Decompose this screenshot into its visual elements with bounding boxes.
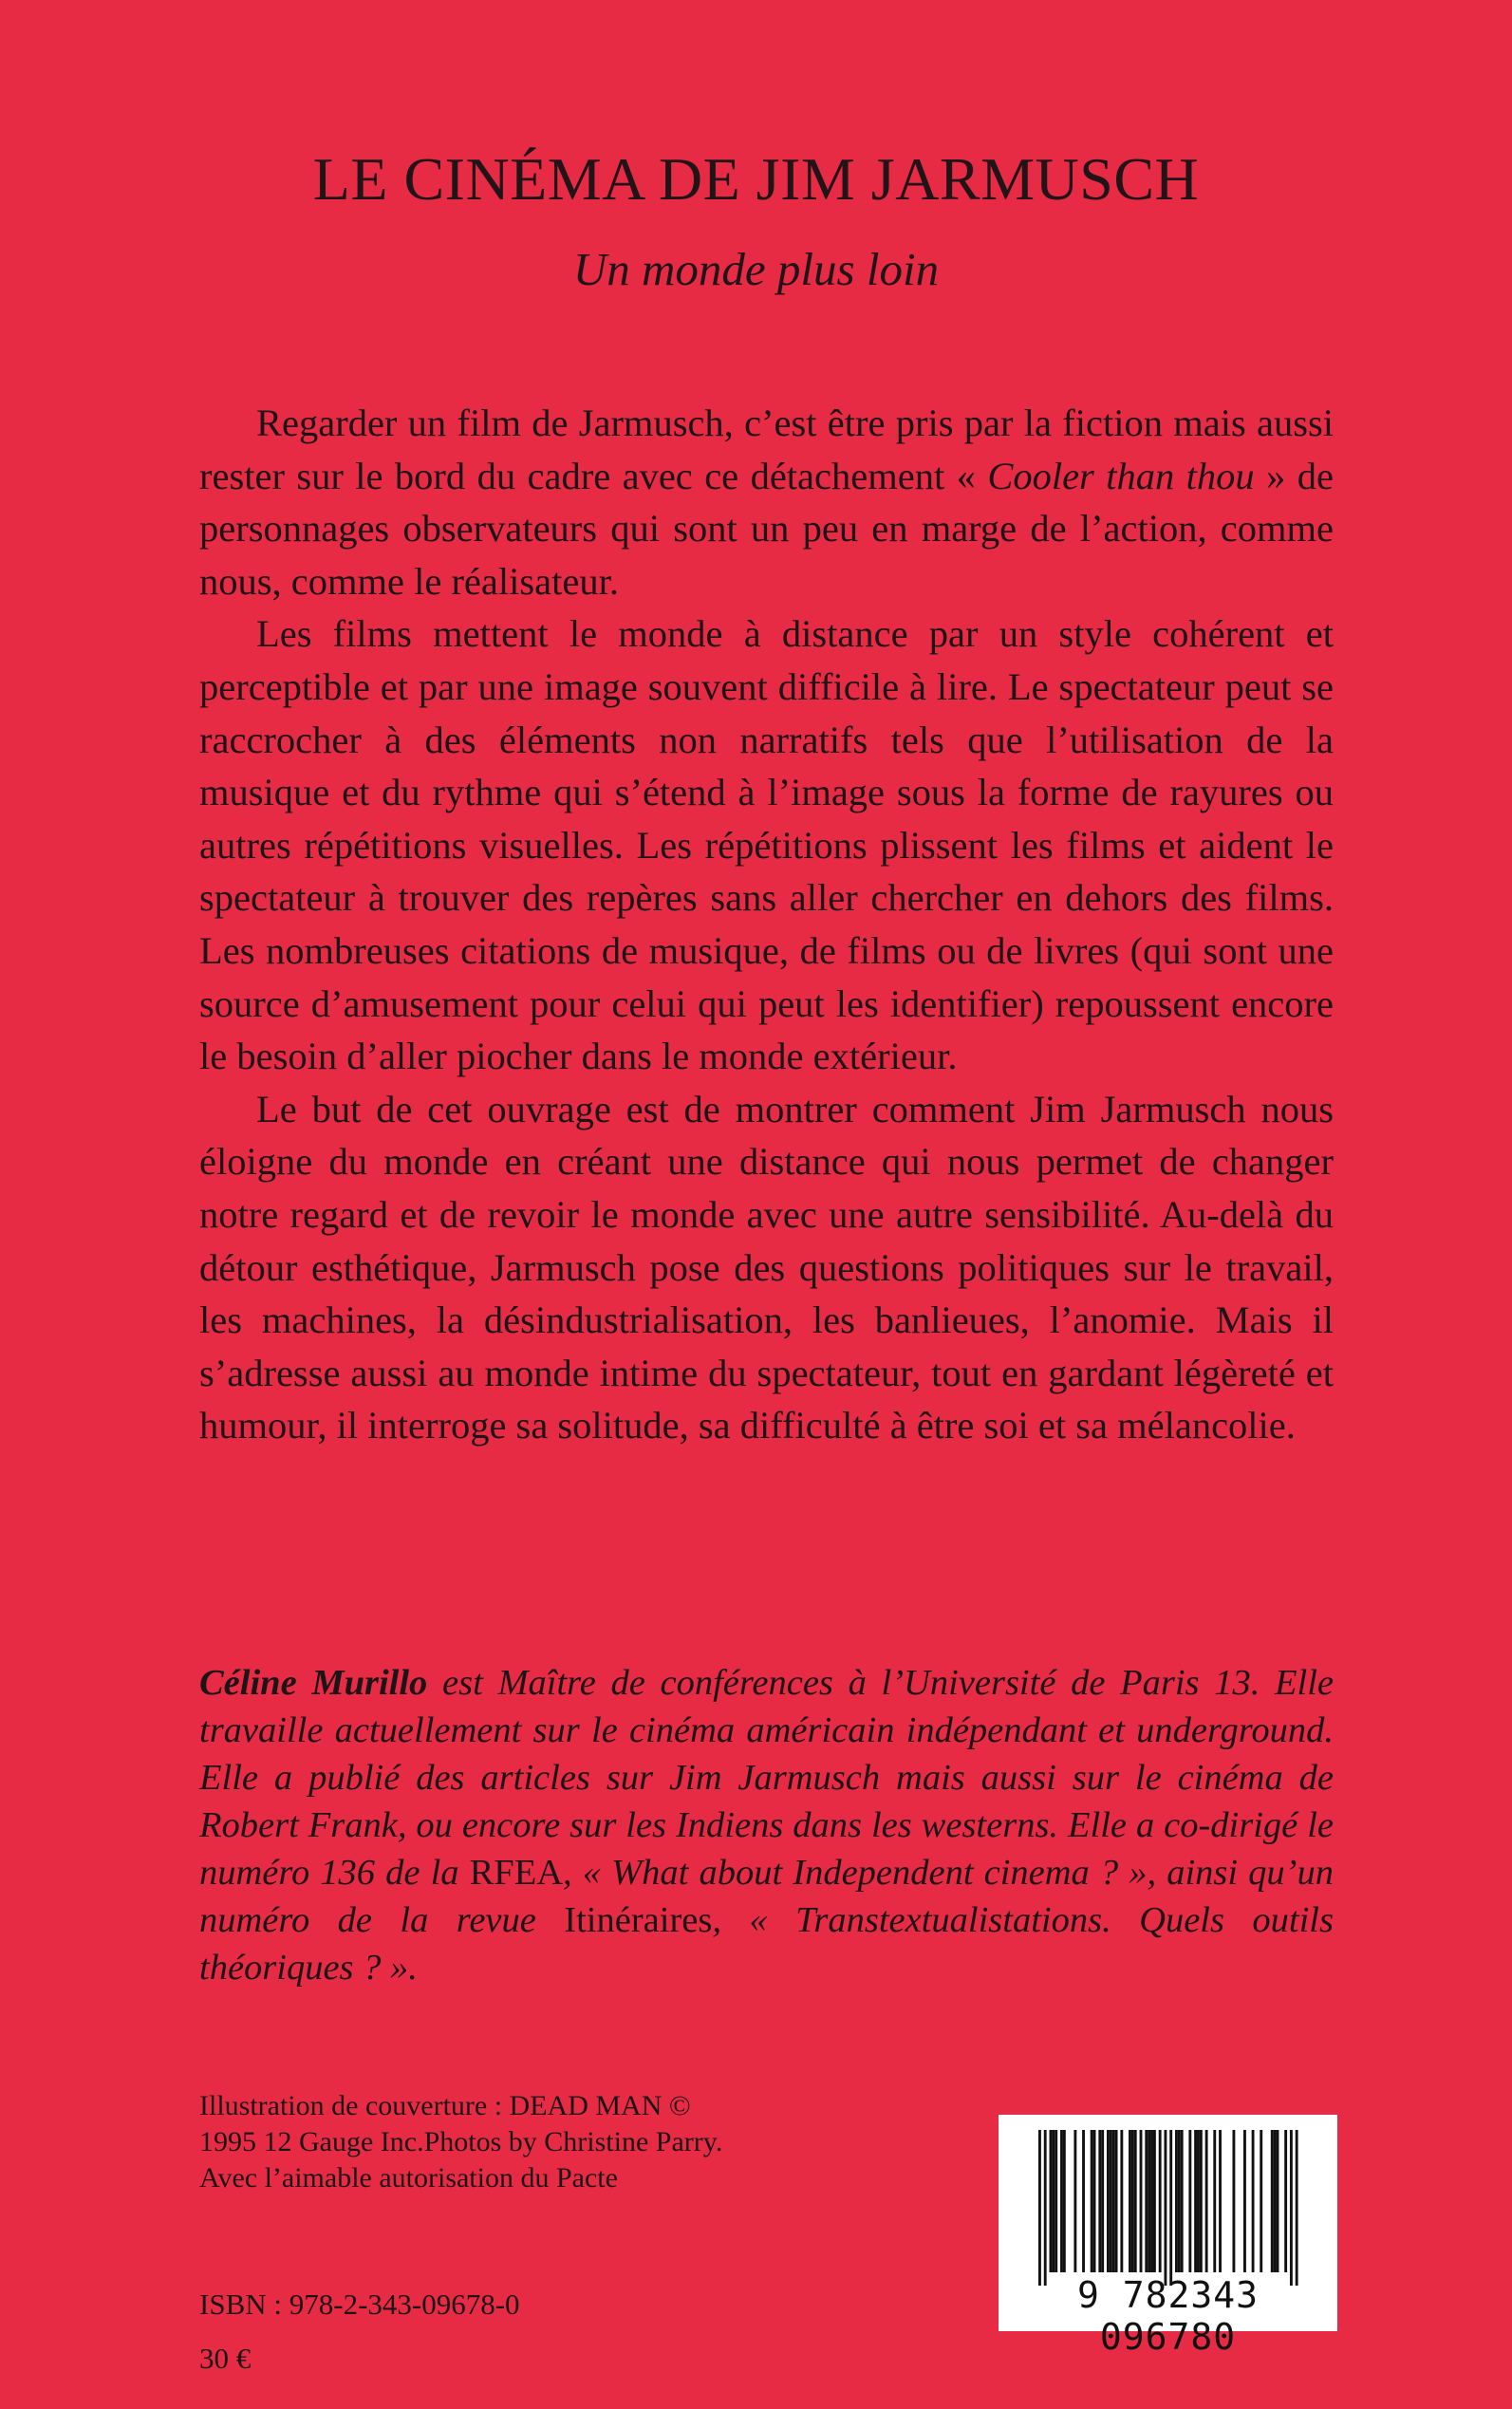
book-subtitle: Un monde plus loin [572,243,940,295]
cover-credit [199,2088,864,2196]
barcode-bar [1038,2130,1041,2286]
barcode-bar [1150,2130,1153,2272]
barcode-bar [1110,2130,1112,2272]
blurb-p1-italic: Cooler than thou [987,454,1255,497]
barcode-bar [1284,2130,1287,2272]
barcode-bar [1260,2130,1262,2272]
barcode-bar [1188,2130,1191,2272]
blurb-paragraph-2: Les films mettent le monde à distance par un style cohérent et perceptible et par une image souvent difficile à lire. Le spectateur peut se raccrocher à des éléments non narratifs tels que l’utilisation de la musique et du rythme qui s’étend à l’image sous la forme de rayures ou autres répétitions visuelles. Les répétitions plissent les films et aident le spectateur à trouver des repères sans aller chercher en dehors des films. Les nombreuses citations de musique, de films ou de livres (qui sont une source d’amusement pour celui qui peut les identifier) repoussent encore le besoin d’aller piocher dans le monde extérieur. [199,612,1334,1078]
credit-line-2: 1995 12 Gauge Inc.Photos by Christine Parry. [199,2126,723,2157]
blurb-paragraph-3: Le but de cet ouvrage est de montrer comment Jim Jarmusch nous éloigne du monde en créant une distance qui nous permet de changer notre regard et de revoir le monde avec une autre sensibilité. Au-delà du détour esthétique, Jarmusch pose des questions politiques sur le travail, les machines, la désindustrialisation, les banlieues, l’anomie. Mais il s’adresse aussi au monde intime du spectateur, tout en gardant légèreté et humour, il interroge sa solitude, sa difficulté à être soi et sa mélancolie. [199,1087,1334,1447]
barcode-bar [1243,2130,1246,2272]
barcode-bar [1271,2130,1274,2272]
barcode-bar [1219,2130,1222,2272]
barcode-bar [1252,2130,1255,2272]
barcode-bar [1181,2130,1184,2272]
barcode-bar [1153,2130,1156,2272]
barcode-bar [1060,2130,1063,2272]
barcode-bar [1050,2130,1053,2272]
barcode-bar [1274,2130,1277,2272]
barcode-digits: 9 782343 096780 [1076,2274,1260,2358]
barcode-bar [1044,2130,1047,2286]
barcode-bar [1178,2130,1181,2272]
barcode-bar [1115,2130,1118,2272]
barcode-bar [1101,2130,1104,2272]
barcode-bar [1112,2130,1115,2272]
barcode-bar [1093,2130,1096,2272]
barcode-bar [1140,2130,1143,2272]
barcode-bar [1205,2130,1208,2272]
barcode-bar [1082,2130,1085,2272]
barcode-bar [1145,2130,1148,2272]
credit-line-1: Illustration de couverture : DEAD MAN © [199,2090,691,2121]
barcode-bar [1296,2130,1298,2286]
barcode-bar [1052,2130,1055,2272]
blurb-paragraph-1 [199,397,1334,607]
barcode-bar [1169,2130,1172,2286]
barcode [999,2115,1337,2358]
book-title: LE CINÉMA DE JIM JARMUSCH [312,145,1200,213]
barcode-bar [1120,2130,1123,2272]
bio-text-3: , « Transtextualistations. Quels outils théoriques ? ». [199,1900,1334,1988]
barcode-bar [1063,2130,1066,2272]
bio-text-1: est Maître de conférences à l’Université de Paris 13. Elle travaille actuellement sur le cinéma américain indépendant et underground. Elle a publié des articles sur Jim Jarmusch mais aussi sur le cinéma de Robert Frank, ou encore sur les Indiens dans les westerns. Elle a co-dirigé le numéro 136 de la [199,1663,1335,1893]
author-bio [199,1659,1334,1991]
bio-journal: RFEA [469,1853,564,1893]
author-name: Céline Murillo [199,1663,428,1703]
barcode-bar [1159,2130,1162,2272]
barcode-bar [1129,2130,1131,2272]
barcode-bar [1055,2130,1057,2272]
barcode-bar [1107,2130,1110,2272]
blurb [199,397,1334,1452]
blurb-p1-start: Regarder un film de Jarmusch, c’est être pris par la fiction mais aussi rester sur le bord du cadre avec ce détachement « [199,402,1334,497]
price: 30 € [199,2342,252,2375]
bio-review: Itinéraires [564,1900,713,1940]
barcode-bar [1098,2130,1101,2272]
credit-line-3: Avec l’aimable autorisation du Pacte [199,2162,618,2194]
bio-text-2: , « What about Independent cinema ? », ainsi qu’un numéro de la revue [199,1853,1334,1940]
barcode-bar [1091,2130,1093,2272]
barcode-bar [1134,2130,1137,2272]
barcode-bar [1290,2130,1293,2286]
blurb-p1-end: » de personnages observateurs qui sont un peu en marge de l’action, comme nous, comme le réalisateur. [199,454,1334,603]
barcode-bar [1200,2130,1203,2272]
isbn: ISBN : 978-2-343-09678-0 [199,2288,520,2321]
barcode-bar [1197,2130,1200,2272]
barcode-bar [1175,2130,1178,2272]
barcode-bar [1213,2130,1216,2272]
barcode-bar [1073,2130,1076,2272]
barcode-bar [1164,2130,1167,2286]
barcode-bar [1194,2130,1197,2272]
barcode-bar [1277,2130,1279,2272]
barcode-bar [1131,2130,1134,2272]
barcode-bar [1232,2130,1235,2272]
barcode-bar [1148,2130,1150,2272]
